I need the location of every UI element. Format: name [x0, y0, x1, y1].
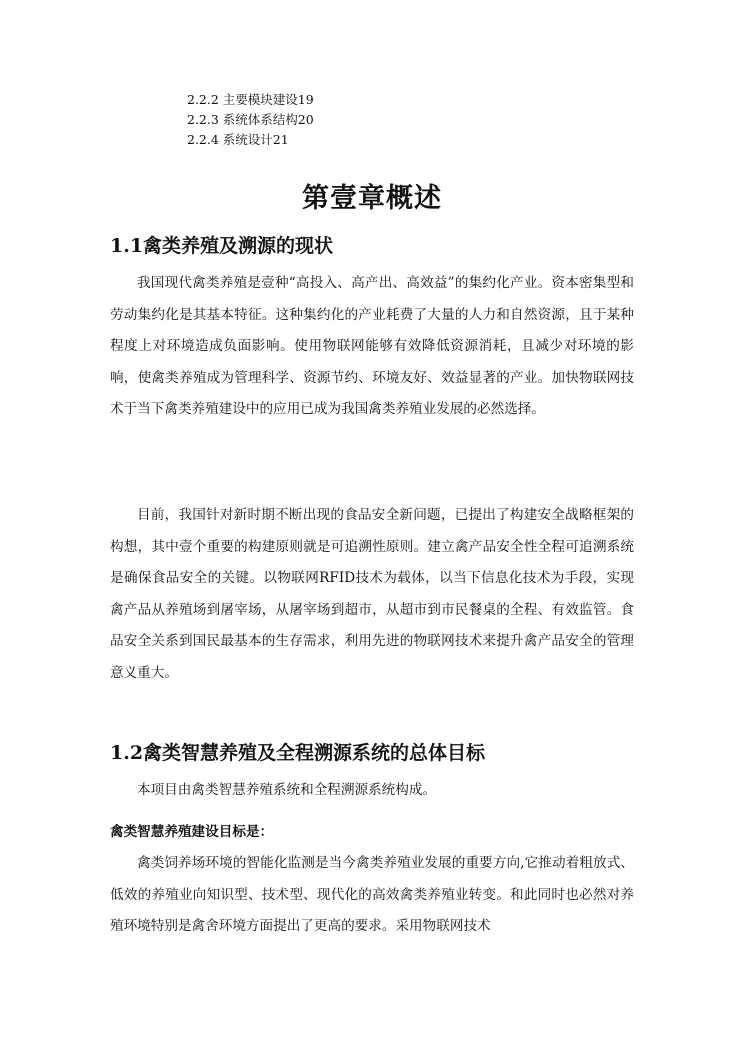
section-heading-1-2: 1.2禽类智慧养殖及全程溯源系统的总体目标	[110, 742, 486, 764]
paragraph-1: 我国现代禽类养殖是壹种“高投入、高产出、高效益”的集约化产业。资本密集型和劳动集约化是其基本特征。这种集约化的产业耗费了大量的人力和自然资源，且于某种程度上对环境造成负面影响。使用物联网能够有效降低资源消耗，且减少对环境的影响，使禽类养殖成为管理科学、资源节约、环境友好、效益显著的产业。加快物联网技术于当下禽类养殖建设中的应用已成为我国禽类养殖业发展的必然选择。	[110, 275, 634, 418]
paragraph-4: 禽类饲养场环境的智能化监测是当今禽类养殖业发展的重要方向,它推动着粗放式、低效的养殖业向知识型、技术型、现代化的高效禽类养殖业转变。和此同时也必然对养殖环境特别是禽舍环境方面提出了更高的要求。采用物联网技术	[110, 855, 634, 935]
paragraph-3: 本项目由禽类智慧养殖系统和全程溯源系统构成。	[137, 782, 437, 798]
section-heading-1-1: 1.1禽类养殖及溯源的现状	[110, 235, 334, 257]
table-of-contents	[187, 90, 314, 150]
toc-entry[interactable]: 2.2.4 系统设计21	[187, 132, 289, 147]
toc-entry[interactable]: 2.2.3 系统体系结构20	[187, 112, 314, 127]
paragraph-2: 目前，我国针对新时期不断出现的食品安全新问题，已提出了构建安全战略框架的构想，其中壹个重要的构建原则就是可追溯性原则。建立禽产品安全性全程可追溯系统是确保食品安全的关键。以物联网RFID技术为载体，以当下信息化技术为手段，实现禽产品从养殖场到屠宰场，从屠宰场到超市，从超市到市民餐桌的全程、有效监管。食品安全关系到国民最基本的生存需求，利用先进的物联网技术来提升禽产品安全的管理意义重大。	[110, 507, 634, 681]
goal-label: 禽类智慧养殖建设目标是：	[110, 824, 274, 840]
toc-entry[interactable]: 2.2.2 主要模块建设19	[187, 92, 314, 107]
chapter-title: 第壹章概述	[302, 183, 442, 214]
